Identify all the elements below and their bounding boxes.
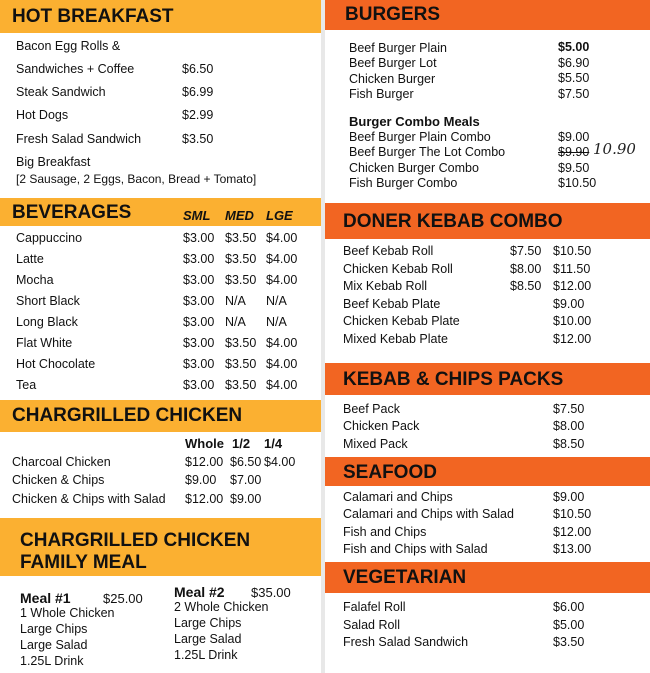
menu-item-price: $9.50	[558, 161, 590, 175]
menu-item-price: $12.00	[553, 279, 592, 293]
menu-item-name: Chicken Burger Combo	[349, 161, 479, 175]
family-meal-title-1: CHARGRILLED CHICKEN	[20, 530, 251, 551]
menu-item-price: $3.00	[183, 294, 215, 308]
menu-item-price: $9.00	[553, 490, 585, 504]
menu-item-name: Fish Burger	[349, 87, 414, 101]
menu-item-price: $6.50	[230, 455, 262, 469]
meal-1-line: Large Salad	[20, 638, 88, 652]
menu-item-name: Beef Kebab Plate	[343, 297, 441, 311]
menu-item-price: $6.50	[182, 62, 214, 76]
menu-item-price: $7.50	[558, 87, 590, 101]
menu-item-name: Bacon Egg Rolls &	[16, 39, 121, 53]
menu-item-price: $4.00	[266, 378, 298, 392]
menu-item-price: $13.00	[553, 542, 592, 556]
menu-item-price: $9.00	[230, 492, 262, 506]
menu-item-name: Fresh Salad Sandwich	[343, 635, 469, 649]
meal-1-line: 1.25L Drink	[20, 654, 84, 668]
menu-item-price: $5.00	[553, 618, 585, 632]
menu-item-price: $3.50	[225, 378, 257, 392]
menu-item-price: $12.00	[185, 492, 224, 506]
menu-item-price: $12.00	[553, 332, 592, 346]
menu-item-name: Mixed Pack	[343, 437, 408, 451]
menu-item-price: $4.00	[266, 252, 298, 266]
meal-1-line: Large Chips	[20, 622, 88, 636]
menu-item-price: $3.50	[225, 336, 257, 350]
menu-item-price: $7.00	[230, 473, 262, 487]
meal-1-line: 1 Whole Chicken	[20, 606, 115, 620]
menu-item-name: Salad Roll	[343, 618, 400, 632]
menu-item-price: N/A	[225, 315, 246, 329]
chargrilled-chicken-title: CHARGRILLED CHICKEN	[12, 405, 243, 426]
hot-breakfast-title: HOT BREAKFAST	[12, 6, 174, 27]
menu-item-name: Fish and Chips	[343, 525, 427, 539]
size-sml: SML	[183, 208, 211, 223]
burgers-title: BURGERS	[345, 4, 441, 25]
meal-2-price: $35.00	[251, 585, 291, 600]
menu-item-name: Beef Kebab Roll	[343, 244, 434, 258]
menu-item-price: $10.00	[553, 314, 592, 328]
menu-item-price: $8.50	[553, 437, 585, 451]
meal-1-price: $25.00	[103, 591, 143, 606]
menu-item-name: Hot Dogs	[16, 108, 69, 122]
menu-item-name: Charcoal Chicken	[12, 455, 111, 469]
menu-item-price: $10.50	[553, 507, 592, 521]
menu-item-price: $9.00	[558, 130, 590, 144]
menu-item-price: $4.00	[266, 336, 298, 350]
menu-item-price: $8.00	[510, 262, 542, 276]
left-column	[0, 0, 321, 673]
menu-item-name: Beef Burger Lot	[349, 56, 437, 70]
family-meal-title-2: FAMILY MEAL	[20, 552, 147, 573]
menu-item-name: Calamari and Chips	[343, 490, 453, 504]
menu-item-price: $3.50	[182, 132, 214, 146]
menu-item-name: Tea	[16, 378, 37, 392]
menu-item-price: $8.00	[553, 419, 585, 433]
menu-item-price: $7.50	[553, 402, 585, 416]
menu-item-name: Cappuccino	[16, 231, 83, 245]
menu-item-name: Chicken & Chips with Salad	[12, 492, 166, 506]
seafood-title: SEAFOOD	[343, 462, 437, 483]
meal-2-name: Meal #2	[174, 584, 225, 600]
menu-item-price: $3.00	[183, 357, 215, 371]
menu-item-price-struck: $9.90	[558, 145, 590, 159]
menu-item-price: N/A	[266, 315, 287, 329]
menu-item-name: Fresh Salad Sandwich	[16, 132, 142, 146]
size-med: MED	[225, 208, 254, 223]
handwritten-price: 10.90	[593, 140, 636, 158]
menu-item-name: Mocha	[16, 273, 54, 287]
menu-item-price: $3.50	[225, 231, 257, 245]
menu-item-name: Beef Burger Plain	[349, 41, 447, 55]
menu-item-price: $7.50	[510, 244, 542, 258]
menu-item-price: $11.50	[553, 262, 591, 276]
menu-item-price: $9.00	[553, 297, 585, 311]
menu-item-name: Beef Burger The Lot Combo	[349, 145, 506, 159]
menu-item-price: $4.00	[266, 357, 298, 371]
menu-item-price: $3.50	[225, 252, 257, 266]
doner-kebab-title: DONER KEBAB COMBO	[343, 211, 563, 232]
meal-2-line: Large Chips	[174, 616, 242, 630]
menu-item-price: $3.00	[183, 273, 215, 287]
menu-item-price: $5.50	[558, 71, 590, 85]
menu-item-name: Latte	[16, 252, 44, 266]
menu-item-name: Sandwiches + Coffee	[16, 62, 135, 76]
menu-item-price: $6.90	[558, 56, 590, 70]
menu-item-name: Long Black	[16, 315, 78, 329]
menu-item-name: Mix Kebab Roll	[343, 279, 428, 293]
menu-item-price: $3.00	[183, 231, 215, 245]
menu-item-price: $4.00	[266, 273, 298, 287]
menu-item-price: $12.00	[553, 525, 592, 539]
menu-item-name: Beef Burger Plain Combo	[349, 130, 491, 144]
menu-item-name: Chicken Burger	[349, 72, 436, 86]
col-half: 1/2	[232, 436, 251, 451]
col-whole: Whole	[185, 436, 224, 451]
menu-item-price: $3.50	[225, 357, 257, 371]
menu-item-price: $6.99	[182, 85, 214, 99]
meal-2-line: 1.25L Drink	[174, 648, 238, 662]
menu-item-price: $10.50	[558, 176, 597, 190]
menu-item-name: Calamari and Chips with Salad	[343, 507, 514, 521]
right-column	[325, 0, 650, 673]
meal-2-line: Large Salad	[174, 632, 242, 646]
burger-combo-title: Burger Combo Meals	[349, 114, 480, 129]
beverages-title: BEVERAGES	[12, 202, 132, 223]
menu-item-price: $3.00	[183, 378, 215, 392]
col-quarter: 1/4	[264, 436, 283, 451]
menu-item-price: $12.00	[185, 455, 224, 469]
menu-item-name: Steak Sandwich	[16, 85, 106, 99]
meal-1-name: Meal #1	[20, 590, 71, 606]
menu-item-price: $2.99	[182, 108, 214, 122]
menu-item-price: $3.00	[183, 315, 215, 329]
menu-item-name: Short Black	[16, 294, 80, 308]
menu-item-price: N/A	[225, 294, 246, 308]
menu-item-price: $3.00	[183, 252, 215, 266]
vegetarian-title: VEGETARIAN	[343, 567, 467, 588]
menu-item-name: Chicken Kebab Plate	[343, 314, 460, 328]
menu-item-price: $4.00	[266, 231, 298, 245]
menu-item-price: $9.00	[185, 473, 217, 487]
menu-item-name: Big Breakfast	[16, 155, 91, 169]
menu-item-price: $8.50	[510, 279, 542, 293]
menu-item-name: Mixed Kebab Plate	[343, 332, 448, 346]
menu-item-name: Hot Chocolate	[16, 357, 96, 371]
menu-item-name: Fish and Chips with Salad	[343, 542, 488, 556]
big-breakfast-detail: [2 Sausage, 2 Eggs, Bacon, Bread + Tomato]	[16, 172, 257, 186]
menu-item-name: Flat White	[16, 336, 73, 350]
menu-item-price: $6.00	[553, 600, 585, 614]
menu-item-price: $4.00	[264, 455, 296, 469]
menu-item-price: $3.50	[553, 635, 585, 649]
menu-item-price: N/A	[266, 294, 287, 308]
menu-item-price: $3.50	[225, 273, 257, 287]
menu-item-name: Fish Burger Combo	[349, 176, 458, 190]
menu-item-name: Chicken Kebab Roll	[343, 262, 453, 276]
menu-item-name: Chicken & Chips	[12, 473, 105, 487]
menu-item-name: Chicken Pack	[343, 419, 420, 433]
menu-item-price: $10.50	[553, 244, 592, 258]
menu-item-name: Beef Pack	[343, 402, 400, 416]
menu-item-price: $3.00	[183, 336, 215, 350]
meal-2-line: 2 Whole Chicken	[174, 600, 269, 614]
kebab-chips-title: KEBAB & CHIPS PACKS	[343, 369, 564, 390]
size-lge: LGE	[266, 208, 293, 223]
menu-item-name: Falafel Roll	[343, 600, 406, 614]
menu-item-price: $5.00	[558, 40, 590, 54]
